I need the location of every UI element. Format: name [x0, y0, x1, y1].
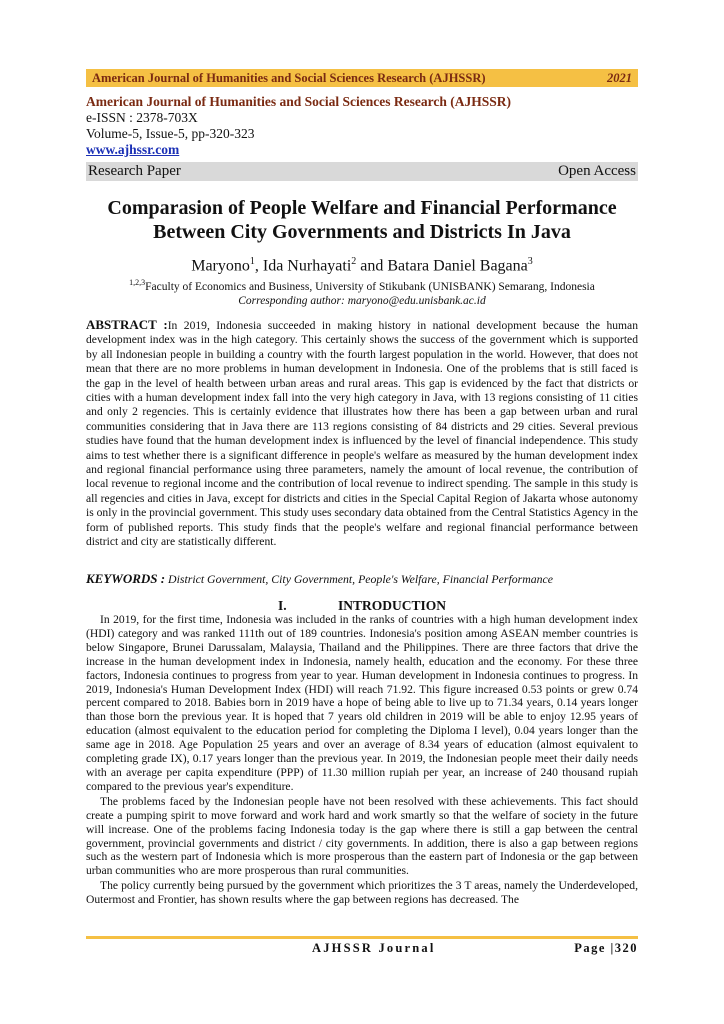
issn-line: [86, 110, 638, 126]
section-heading: [86, 598, 638, 614]
paragraph: The problems faced by the Indonesian people have not been resolved with these achievements. This fact should create a pumping spirit to move forward and work hard and work smartly so that the welfare of society in the future will increase. One of the problems facing Indonesia today is the gap where there is still a gap between the central government, provincial governments and district / city governments. In addition, there is also a gap between regions such as the western part of Indonesia which is more prosperous than the eastern part of Indonesia or the gap between urban communities who are more prosperous than rural communities.: [86, 794, 638, 878]
keywords-text: District Government, City Government, People's Welfare, Financial Performance: [165, 572, 554, 586]
author-2-sup: 2: [351, 256, 357, 267]
paper-title-line-1: Comparasion of People Welfare and Financial Performance: [107, 197, 617, 219]
running-header: [86, 69, 638, 87]
author-3: and Batara Daniel Bagana: [356, 257, 528, 275]
issn-label: e-ISSN :: [86, 110, 137, 125]
running-header-year: 2021: [607, 70, 632, 85]
affiliation: [86, 276, 638, 308]
paper-title-line-2: Between City Governments and Districts In Java: [153, 221, 571, 243]
paper-type-bar: [86, 162, 638, 181]
abstract: [86, 318, 638, 550]
abstract-label: ABSTRACT :: [86, 317, 168, 332]
footer-page: [574, 941, 638, 956]
corresponding-author: Corresponding author: maryono@edu.unisbank.ac.id: [238, 294, 486, 307]
paper-title: [86, 196, 638, 244]
paper-type: Research Paper: [88, 163, 181, 179]
affiliation-sup: 1,2,3: [129, 278, 146, 287]
authors: [86, 256, 638, 275]
journal-name: American Journal of Humanities and Social Sciences Research (AJHSSR): [86, 94, 511, 109]
affiliation-text: Faculty of Economics and Business, University of Stikubank (UNISBANK) Semarang, Indonesia: [145, 280, 595, 293]
author-1: Maryono: [191, 257, 250, 275]
footer-journal: AJHSSR Journal: [312, 941, 436, 955]
volume-line: Volume-5, Issue-5, pp-320-323: [86, 126, 255, 141]
open-access-label: Open Access: [558, 163, 636, 179]
journal-website-link[interactable]: www.ajhssr.com: [86, 142, 180, 157]
author-2: , Ida Nurhayati: [254, 257, 352, 275]
footer-page-label: Page |: [574, 941, 615, 955]
author-1-sup: 1: [249, 256, 255, 267]
keywords-label: KEYWORDS :: [86, 571, 166, 586]
paragraph: In 2019, for the first time, Indonesia was included in the ranks of countries with a high human development index (HDI) category and was ranked 111th out of 189 countries. Indonesia's position among ASEAN member countries is below Singapore, Brunei Darussalam, Malaysia, Thailand and the Philippines. There are three factors that drive the increase in the human development index in Indonesia, namely health, education and the economy. For these three factors, Indonesia continues to progress from year to year. Human development in Indonesia continues to progress. In 2019, Indonesia's Human Development Index (HDI) will reach 71.92. This figure increased 0.53 points or grew 0.74 percent compared to 2018. Babies born in 2019 have a hope of being able to live up to 71.34 years, 0.14 years longer than those born the previous year. It is hoped that 7 years old children in 2019 will be able to enjoy 12.95 years of education (almost equivalent to the education period for completing the Diploma I level), 0.04 years longer than the same age in 2018. Age Population 25 years and over an average of 8.34 years of education (almost equivalent to completing grade IX), 0.17 years longer than the previous year. In 2019, the Indonesian people meet their daily needs with an average per capita expenditure (PPP) of 11.30 million rupiah per year, an increase of 240 thousand rupiah compared to the previous year's expenditure.: [86, 613, 638, 793]
author-3-sup: 3: [527, 256, 533, 267]
journal-info: [86, 94, 638, 158]
footer-divider: [86, 936, 638, 939]
section-title: INTRODUCTION: [337, 598, 446, 613]
keywords: [86, 571, 638, 587]
running-header-journal: American Journal of Humanities and Social Sciences Research (AJHSSR): [92, 70, 486, 85]
footer-page-number: 320: [614, 941, 638, 955]
body-text: [86, 613, 638, 908]
paragraph: The policy currently being pursued by the government which prioritizes the 3 T areas, namely the Underdeveloped, Outermost and Frontier, has shown results where the gap between regions has decreased. The: [86, 879, 638, 907]
section-number: I.: [277, 598, 287, 613]
issn-value: 2378-703X: [136, 110, 198, 125]
abstract-text: In 2019, Indonesia succeeded in making history in national development because the human development index was in the high category. This certainly shows the success of the government which is supported by all Indonesian people in building a country with the fourth largest population in the world. However, that does not mean that there are no more problems in human development in Indonesia. One of the problems that is still faced is the gap in the level of health between urban areas and rural areas. This gap is evidenced by the fact that districts or cities with a human development index fall into the very high category in Java, with 13 regions consisting of 11 cities and only 2 regencies. This is certainly evidence that illustrates how there has been a gap between urban and rural communities considering that in Java there are 113 regions consisting of 84 districts and 29 cities. Several previous studies have found that the human development index is influenced by the level of financial independence. This study aims to test whether there is a significant difference in people's welfare as measured by the human development index and regional financial performance using three parameters, namely the amount of local revenue, the contribution of local revenue to regional income and the contribution of local revenue to indirect spending. The sample in this study is all regencies and cities in Java, except for districts and cities in the Special Capital Region of Jakarta whose autonomy is only in the provincial government. This study uses secondary data obtained from the Central Statistics Agency in the form of published reports. This study finds that the people's welfare and regional financial performance between district and city are statistically different.: [86, 319, 639, 549]
